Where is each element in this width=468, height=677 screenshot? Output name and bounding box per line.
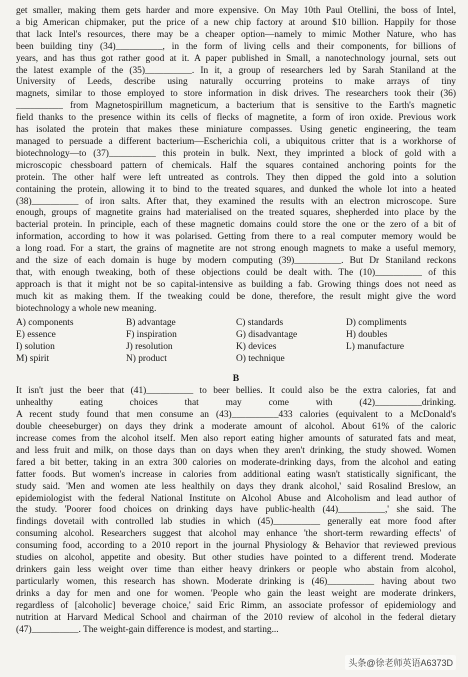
passage-a-line: get smaller, making them gets harder and more expensive. On May 10th Paul Otellini, the boss of Intel, <box>16 6 456 16</box>
passage-a-line: enough, groups of magnetite grains had materialised on the treated squares, shepherded into place by the <box>16 208 456 219</box>
option-item: N) product <box>126 354 167 365</box>
option-row <box>16 341 456 353</box>
passage-b-line: consuming food, according to a 2010 report in the journal Physiology & Behavior that reviewed previous <box>16 541 456 552</box>
option-item: J) resolution <box>126 341 173 352</box>
passage-b-line: study said. 'Men and women ate less healthily on days they drank alcohol,' said Rosalind Breslow, an <box>16 481 456 492</box>
option-item: L) manufacture <box>346 341 405 352</box>
passage-a-line: bacterial protein. In principle, each of these magnetic domains could store the one or the zero of a bit of <box>16 220 456 231</box>
option-bank <box>16 317 456 366</box>
option-item: E) essence <box>16 329 56 340</box>
passage-b-line: fatter foods. But women's increase in calories from additional eating wasn't statistically significant, the <box>16 469 456 480</box>
passage-a-line: biotechnology a whole new meaning. <box>16 303 157 314</box>
passage-a-line: a long road. For a start, the grains of magnetite are not strong enough magnets to make a useful memory, <box>16 244 456 255</box>
passage-b <box>16 386 456 636</box>
passage-b-line: drinkers gain less weight over time than either heavy drinkers or people who abstain from alcohol, <box>16 564 456 575</box>
passage-b-line: drinks a day for men and one for women. 'People who gain the least weight are moderate drinkers, <box>16 588 456 599</box>
option-row <box>16 353 456 365</box>
passage-b-line: nutrition at Harvard Medical School and chairman of the 2010 review of alcohol in the federal dietary <box>16 612 456 623</box>
option-item: C) standards <box>236 317 284 328</box>
passage-a-line: has isolated the protein that makes these miniature compasses. Using genetic engineering, the team <box>16 125 456 136</box>
passage-a-line: that, with enough tweaking, both of these objections could be dealt with. The (10)__________ of this <box>16 267 456 278</box>
passage-a-line: and the size of each domain is huge by modern computing (39)__________. But Dr Staniland reckons <box>16 256 456 267</box>
passage-a-line: containing the protein, allowing it to bind to the treated squares, and dunked the whole lot into a heated <box>16 184 456 195</box>
passage-a-line: magnets, similar to those employed to store information in disk drives. The researchers took their (36) <box>16 89 456 100</box>
passage-b-line: (47)__________. The weight-gain difference is modest, and starting... <box>16 624 279 635</box>
section-b-label: B <box>232 373 240 385</box>
passage-b-line: the study. 'Poorer food choices on drinking days have public-health (44)__________,' she said. The <box>16 505 456 516</box>
passage-a-line: managed to persuade a different bacterium—Escherichia coli, a ubiquitous critter that is a workhorse of <box>16 136 456 147</box>
option-item: O) technique <box>236 354 285 365</box>
passage-a-line: been building tiny (34)__________, in the form of living cells and their components, for billions of <box>16 41 456 52</box>
option-item: D) compliments <box>346 317 407 328</box>
passage-b-line: fared a bit better, taking in an extra 300 calories on moderate-drinking days, from the alcohol and eating <box>16 457 456 468</box>
passage-b-line: and less fruit and milk, on those days than on days when they aren't drinking, the study showed. Women <box>16 445 456 456</box>
passage-a-line: information, according to how it was polarised. Getting from there to a real computer memory would be <box>16 232 456 243</box>
passage-b-line: increase comes from the alcohol itself. Men also report eating higher amounts of saturated fats and meat, <box>16 434 456 444</box>
option-item: K) devices <box>236 341 277 352</box>
passage-b-line: studies on alcohol, appetite and obesity. But other studies have pointed to a different trend. Moderate <box>16 553 456 564</box>
passage-b-line: unhealthy eating choices that may come with (42)__________drinking. <box>16 398 456 409</box>
passage-b-line: A recent study found that men consume an (43)__________433 calories (equivalent to a McDonald's <box>16 410 456 421</box>
passage-a-line: University of Leeds, describe using naturally occurring proteins to make arrays of tiny <box>16 77 456 88</box>
passage-b-line: It isn't just the beer that (41)__________ to beer bellies. It could also be the extra calories, fat and <box>16 386 456 397</box>
passage-a <box>16 6 456 316</box>
option-item <box>346 353 456 365</box>
watermark-text: 头条@徐老师英语A6373D <box>345 655 456 670</box>
passage-a-line: that lack Intel's resources, there may be a cheaper option—namely to mimic Mother Nature, who has <box>16 29 456 40</box>
option-row <box>16 329 456 341</box>
option-item: I) solution <box>16 341 55 352</box>
passage-a-line: a big American chipmaker, put the price of a new chip factory at around $10 billion. Happily for those <box>16 17 456 28</box>
passage-a-line: much kit as making them. If the tweaking could be done, therefore, the result might give the word <box>16 291 456 302</box>
passage-b-line: consuming alcohol. Researchers suggest that alcohol may enhance 'the short-term rewarding effects' of <box>16 529 456 540</box>
passage-a-line: microscopic chessboard pattern of chemicals. Half the squares contained anchoring points for the <box>16 160 456 171</box>
option-row <box>16 317 456 329</box>
passage-b-line: findings dovetail with controlled lab studies in which (45)__________ generally eat more food after <box>16 517 456 528</box>
option-item: M) spirit <box>16 354 50 365</box>
option-item: G) disadvantage <box>236 329 298 340</box>
passage-a-line: approach is that it might not be so capital-intensive as building a fab. Growing things does not need as <box>16 279 456 290</box>
passage-a-line: protein. The other half were left untreated as controls. They then dipped the gold into a solution <box>16 172 456 183</box>
passage-b-line: regardless of [alcoholic] beverage choice,' said Eric Rimm, an associate professor of epidemiology and <box>16 600 456 611</box>
option-item: A) components <box>16 317 74 328</box>
option-item: B) advantage <box>126 317 176 328</box>
passage-b-line: particularly women, this research has shown. Moderate drinking is (46)__________ having about two <box>16 576 456 587</box>
passage-b-line: double cheeseburger) on days they drink a moderate amount of alcohol. About 61% of the caloric <box>16 422 456 433</box>
passage-b-line: epidemiologist with the federal National Institute on Alcohol Abuse and Alcoholism and lead author of <box>16 493 456 504</box>
option-item: H) doubles <box>346 329 388 340</box>
passage-a-line: years, and has thus got rather good at it. A paper published in Small, a nanotechnology journal, sets out <box>16 53 456 64</box>
passage-a-line: __________ from Magnetospirillum magneticum, a bacterium that is sensitive to the Earth's magnetic <box>16 101 456 112</box>
passage-a-line: biotechnology—to (37)__________ this protein in bulk. Next, they imprinted a block of gold with a <box>16 148 456 159</box>
exam-page <box>16 6 456 636</box>
option-item: F) inspiration <box>126 329 177 340</box>
passage-a-line: (38)__________ of iron salts. After that, they examined the results with an electron microscope. Sure <box>16 196 456 207</box>
passage-a-line: the latest example of the (35)__________. In it, a group of researchers led by Sarah Staniland at the <box>16 65 456 76</box>
passage-a-line: field thanks to the presence within its cells of flecks of magnetite, a form of iron oxide. Previous work <box>16 113 456 124</box>
